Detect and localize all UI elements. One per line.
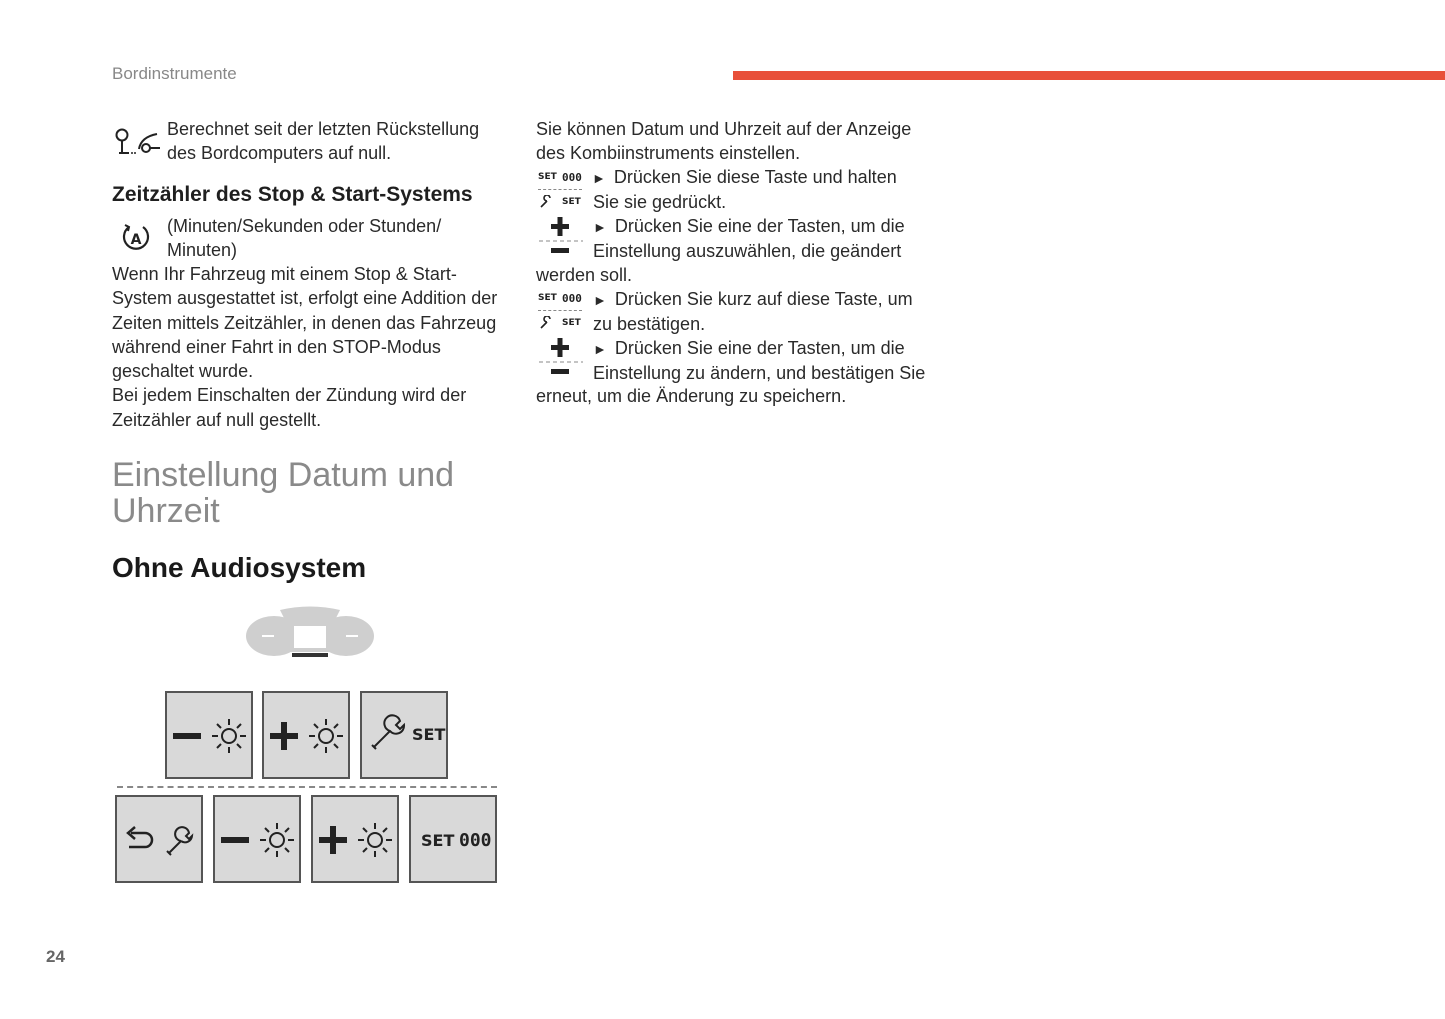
step-line: Drücken Sie diese Taste und halten (613, 167, 897, 187)
paragraph-line: Bei jedem Einschalten der Zündung wird der (112, 385, 467, 406)
arrow-bullet: ► (593, 292, 607, 308)
wrench-set-button[interactable] (360, 691, 448, 779)
step-line: zu bestätigen. (593, 314, 706, 335)
brightness-plus-button-2[interactable] (311, 795, 399, 883)
plus-brightness-icon (313, 797, 399, 883)
wrench-icon (539, 195, 553, 209)
paragraph-line: System ausgestattet ist, erfolgt eine Addition der (112, 288, 498, 309)
reset-text-line: des Bordcomputers auf null. (167, 143, 392, 164)
section-title: Bordinstrumente (112, 64, 237, 83)
page-number: 24 (46, 947, 65, 966)
arrow-bullet: ► (593, 341, 607, 357)
step-line: Einstellung auszuwählen, die geändert (593, 241, 902, 262)
minus-brightness-icon (215, 797, 301, 883)
section-heading: Einstellung Datum und (112, 456, 455, 494)
stopstart-unit-line: (Minuten/Sekunden oder Stunden/ (167, 216, 442, 236)
stopstart-unit-line: Minuten) (167, 240, 238, 261)
instrument-cluster-illustration (244, 604, 376, 660)
step-line: werden soll. (536, 265, 633, 285)
brightness-minus-button-2[interactable] (213, 795, 301, 883)
step-line: Drücken Sie eine der Tasten, um die (614, 338, 905, 358)
paragraph-line: Zeitzähler auf null gestellt. (112, 409, 322, 430)
wrench-icon (539, 316, 553, 330)
section-heading: Uhrzeit (112, 492, 220, 530)
plus-minus-mini-icon (537, 216, 585, 258)
trip-reset-icon (113, 127, 163, 159)
step-line: erneut, um die Änderung zu speichern. (536, 386, 847, 406)
step-line: Einstellung zu ändern, und bestätigen Sie (593, 363, 926, 384)
set-button-mini-icon: SET 000 SET (538, 171, 582, 207)
arrow-bullet: ► (593, 219, 607, 235)
back-wrench-icon (117, 797, 203, 883)
set-000-button[interactable] (409, 795, 497, 883)
header-accent-bar (733, 71, 1445, 80)
plus-brightness-icon (264, 693, 350, 779)
separator-line (117, 786, 497, 788)
subheading: Ohne Audiosystem (112, 552, 367, 583)
stopstart-heading: Zeitzähler des Stop & Start-Systems (112, 183, 473, 206)
arrow-bullet: ► (592, 170, 606, 186)
stop-start-icon (120, 221, 152, 255)
brightness-plus-button[interactable] (262, 691, 350, 779)
paragraph-line: Zeiten mittels Zeitzähler, in denen das Fahrzeug (112, 312, 497, 333)
plus-minus-mini-icon (537, 337, 585, 379)
step-line: Drücken Sie kurz auf diese Taste, um (614, 289, 913, 309)
svg-text:A: A (130, 232, 142, 248)
paragraph-line: Wenn Ihr Fahrzeug mit einem Stop & Start- (112, 264, 457, 284)
back-wrench-button[interactable] (115, 795, 203, 883)
paragraph-line: geschaltet wurde. (112, 361, 254, 382)
step-line: Sie sie gedrückt. (593, 192, 727, 213)
intro-line: Sie können Datum und Uhrzeit auf der Anzeige (536, 119, 912, 139)
set-label: SET (412, 725, 446, 744)
intro-line: des Kombiinstruments einstellen. (536, 143, 801, 164)
set-label: SET (421, 831, 455, 850)
minus-brightness-icon (167, 693, 253, 779)
counter-label: 000 (459, 830, 492, 851)
step-line: Drücken Sie eine der Tasten, um die (614, 216, 905, 236)
set-button-mini-icon: SET 000 SET (538, 292, 582, 328)
brightness-minus-button[interactable] (165, 691, 253, 779)
reset-text-line: Berechnet seit der letzten Rückstellung (167, 119, 480, 139)
paragraph-line: während einer Fahrt in den STOP-Modus (112, 336, 441, 357)
